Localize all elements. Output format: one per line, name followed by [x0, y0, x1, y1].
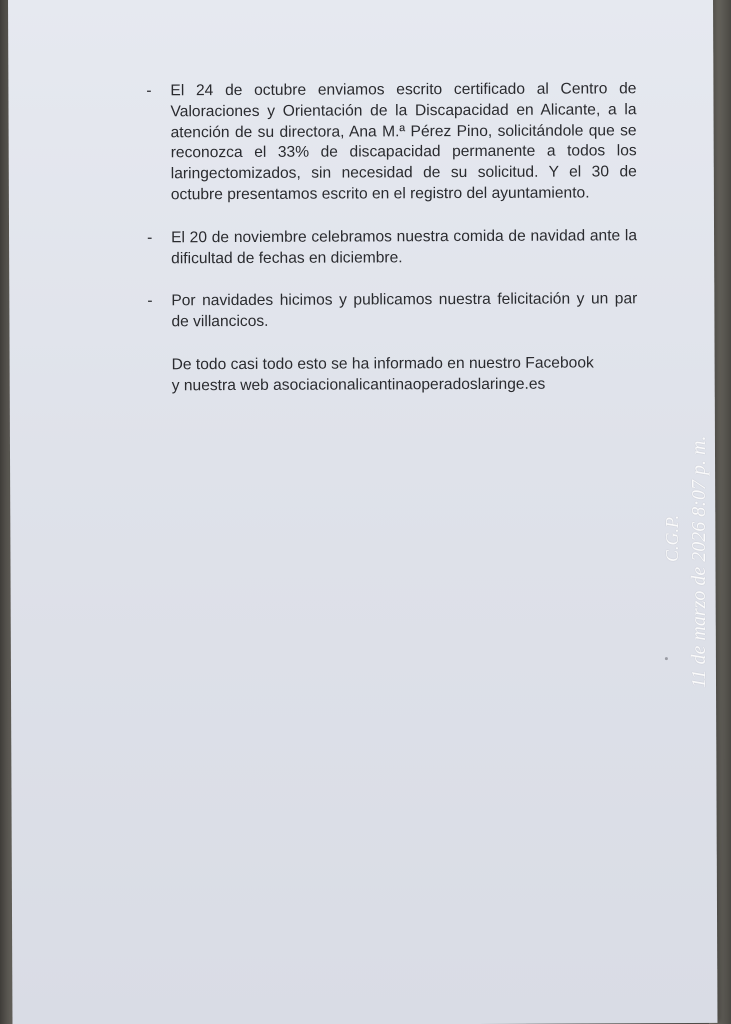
- closing-line: y nuestra web asociacionalicantinaoperadoslaringe.es: [171, 375, 546, 395]
- watermark-datetime: 11 de marzo de 2026 8:07 p. m.: [688, 435, 710, 688]
- list-item-text: El 24 de octubre enviamos escrito certificado al Centro de Valoraciones y Orientación de la Discapacidad en Alicante, a la atención de su directora, Ana M.ª Pérez Pino, solicitándole que se reconozca el 33% de discapacidad permanente a todos los laringectomizados, sin necesidad de su solicitud. Y el 30 de octubre presentamos escrito en el registro del ayuntamiento.: [170, 80, 637, 204]
- document-body: [146, 79, 637, 397]
- list-item-text: El 20 de noviembre celebramos nuestra comida de navidad ante la dificultad de fechas en diciembre.: [171, 227, 638, 267]
- closing-line: De todo casi todo esto se ha informado en nuestro Facebook: [171, 354, 594, 374]
- list-item: [147, 290, 637, 334]
- paper-sheet: [8, 0, 717, 1024]
- list-item: [147, 226, 637, 270]
- list-marker: -: [147, 292, 153, 310]
- list-marker: -: [146, 82, 152, 100]
- photo-timestamp-watermark: [660, 378, 730, 690]
- list-item: [146, 79, 637, 206]
- list-item-text: Por navidades hicimos y publicamos nuestra felicitación y un par de villancicos.: [171, 290, 638, 331]
- watermark-initials: C.G.P.: [662, 514, 682, 562]
- closing-paragraph: [148, 353, 638, 397]
- list-marker: -: [147, 229, 153, 247]
